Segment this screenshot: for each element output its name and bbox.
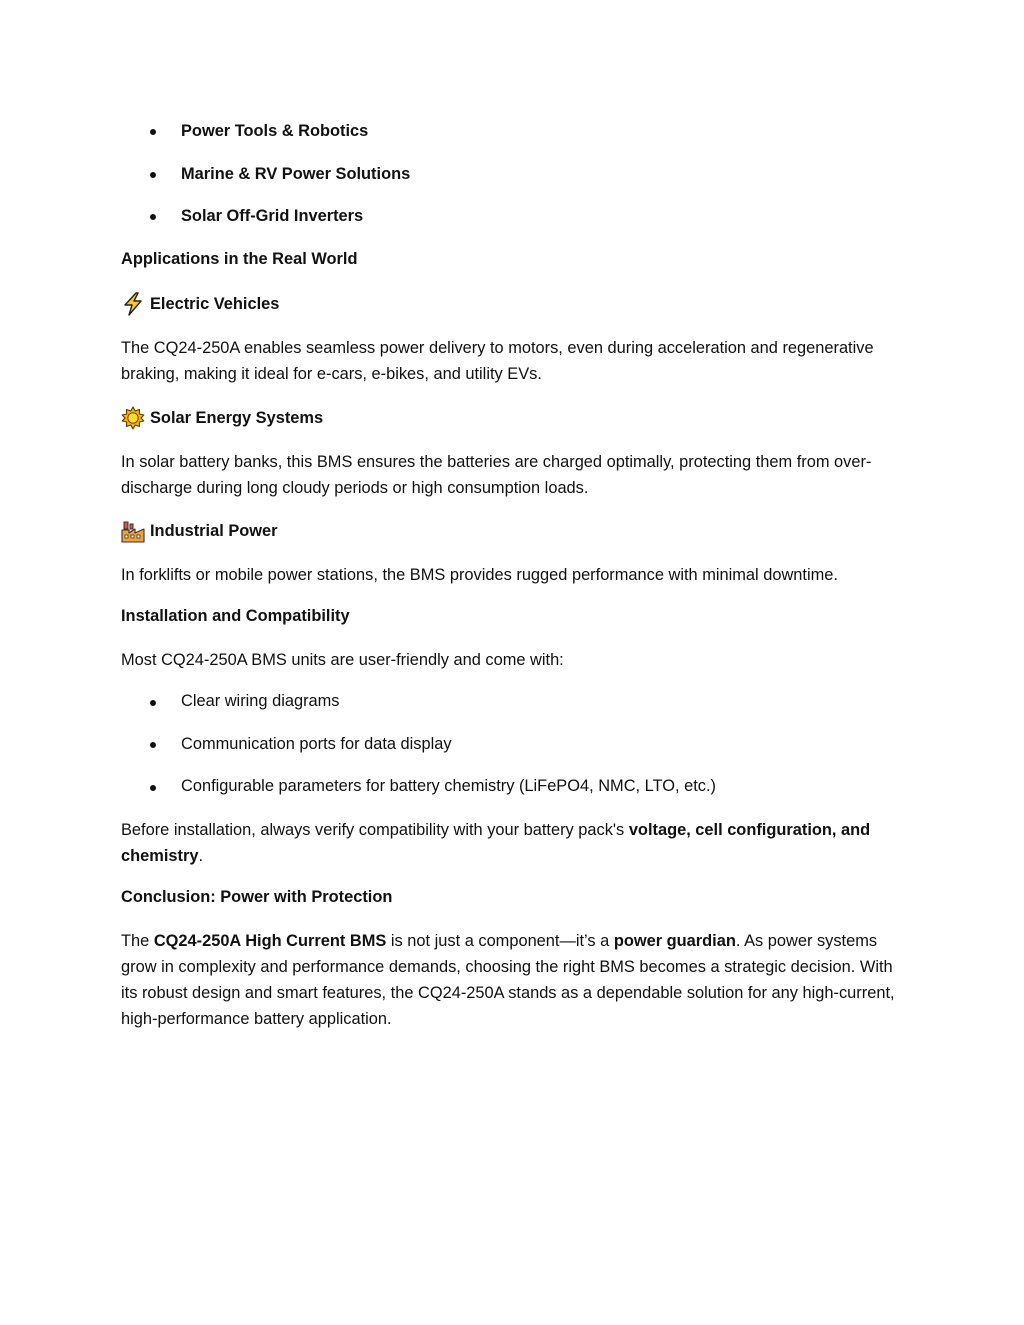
ev-description: The CQ24-250A enables seamless power delivery to motors, even during acceleration and regenerative braking, making it ideal for e-cars, e-bikes, and utility EVs. xyxy=(121,339,874,383)
installation-intro: Most CQ24-250A BMS units are user-friendly and come with: xyxy=(121,651,564,669)
industrial-description: In forklifts or mobile power stations, the BMS provides rugged performance with minimal downtime. xyxy=(121,566,838,584)
compatibility-note xyxy=(121,817,911,869)
industrial-title: Industrial Power xyxy=(150,522,278,540)
installation-heading: Installation and Compatibility xyxy=(121,607,350,625)
bullet-dot xyxy=(150,172,156,178)
conclusion-text: is not just a component—it’s a xyxy=(386,932,614,950)
compatibility-text: Before installation, always verify compatibility with your battery pack's xyxy=(121,821,629,839)
bullet-dot xyxy=(150,214,156,220)
power-guardian-emphasis: power guardian xyxy=(613,932,736,950)
list-item-label: Clear wiring diagrams xyxy=(181,692,340,710)
bullet-dot xyxy=(150,129,156,135)
conclusion-text: . As power systems grow in complexity and performance demands, choosing the right BMS becomes a strategic decision. With its robust design and smart features, the CQ24-250A stands as a dependable solution for any high-current, high-performance battery application. xyxy=(121,932,895,1028)
product-name: CQ24-250A High Current BMS xyxy=(153,932,387,950)
factory-icon xyxy=(121,520,145,544)
compatibility-suffix: . xyxy=(198,847,204,865)
list-item-label: Solar Off-Grid Inverters xyxy=(181,207,364,225)
bullet-dot xyxy=(150,700,156,706)
solar-title: Solar Energy Systems xyxy=(150,409,324,427)
list-item-label: Communication ports for data display xyxy=(181,735,452,753)
compatibility-emphasis: voltage, cell configuration, and chemistry xyxy=(121,821,871,865)
bullet-dot xyxy=(150,785,156,791)
conclusion-heading: Conclusion: Power with Protection xyxy=(121,888,393,906)
list-item-label: Power Tools & Robotics xyxy=(181,122,369,140)
conclusion-text: The xyxy=(121,932,154,950)
list-item-label: Configurable parameters for battery chemistry (LiFePO4, NMC, LTO, etc.) xyxy=(181,777,716,795)
solar-description: In solar battery banks, this BMS ensures the batteries are charged optimally, protecting them from over-discharge during long cloudy periods or high consumption loads. xyxy=(121,453,872,497)
bullet-dot xyxy=(150,742,156,748)
list-item-label: Marine & RV Power Solutions xyxy=(181,165,411,183)
applications-heading: Applications in the Real World xyxy=(121,250,358,268)
ev-title: Electric Vehicles xyxy=(150,295,280,313)
sun-icon xyxy=(121,406,145,430)
conclusion-paragraph xyxy=(121,928,911,1032)
lightning-icon xyxy=(121,292,145,316)
